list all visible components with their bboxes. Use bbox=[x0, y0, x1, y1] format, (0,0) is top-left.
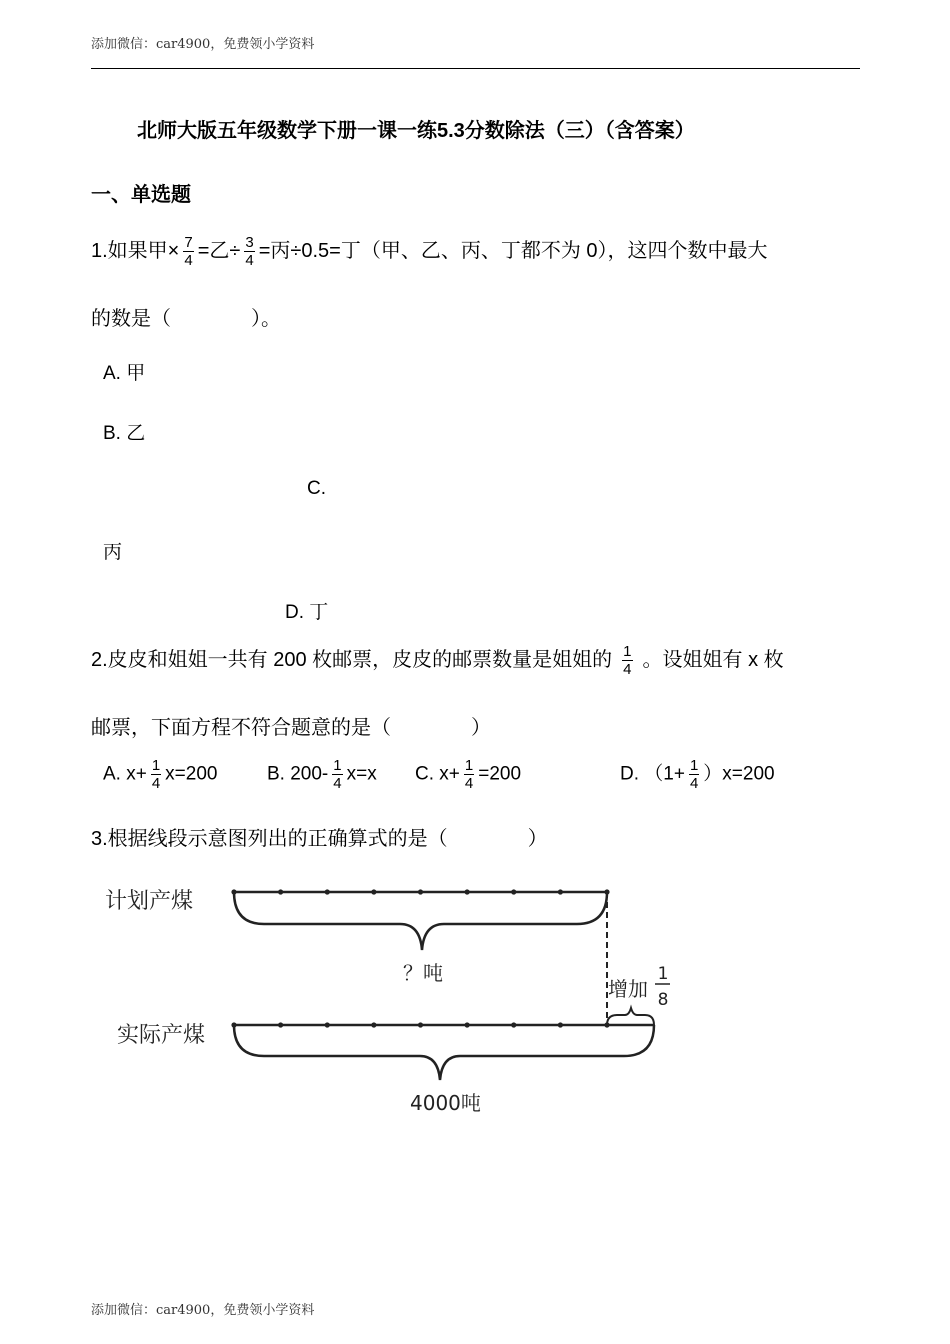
q2-option-d[interactable]: D. （1+ $\frac{1}{4}$ ）x=200 bbox=[620, 757, 775, 792]
diagram-total-label: 4000吨 bbox=[410, 1091, 481, 1115]
diagram-plan-tick bbox=[325, 889, 330, 894]
q1-text-part2: =乙÷ bbox=[197, 240, 241, 262]
diagram-actual-tick bbox=[418, 1022, 423, 1027]
diagram-actual-tick bbox=[371, 1022, 376, 1027]
header-rule bbox=[91, 68, 860, 69]
diagram-plan-label: 计划产煤 bbox=[105, 889, 194, 914]
q1-option-d[interactable]: D. 丁 bbox=[285, 602, 329, 623]
q2-option-d-fraction: $\frac{1}{4}$ bbox=[689, 757, 699, 792]
diagram-increase-brace bbox=[607, 1008, 654, 1025]
q2-option-a[interactable]: A. x+ $\frac{1}{4}$ x=200 bbox=[103, 757, 218, 792]
q1-option-c-text[interactable]: 丙 bbox=[103, 542, 123, 563]
page-title: 北师大版五年级数学下册一课一练5.3分数除法（三）（含答案） bbox=[137, 120, 695, 142]
q1-line1 bbox=[91, 234, 768, 269]
diagram-actual-tick bbox=[465, 1022, 470, 1027]
diagram-actual-tick bbox=[325, 1022, 330, 1027]
section-heading: 一、单选题 bbox=[91, 184, 191, 206]
q2-text-part2: 。设姐姐有 x 枚 bbox=[642, 649, 784, 671]
diagram-actual-tick bbox=[511, 1022, 516, 1027]
diagram-actual-tick bbox=[278, 1022, 283, 1027]
q2-option-b-fraction: $\frac{1}{4}$ bbox=[333, 757, 342, 792]
q1-line2: 的数是（ ）。 bbox=[91, 308, 281, 330]
diagram-plan-brace bbox=[234, 892, 607, 950]
diagram-plan-tick bbox=[558, 889, 563, 894]
diagram-actual-tick bbox=[558, 1022, 563, 1027]
q1-text-part3: =丙÷0.5=丁（甲、乙、丙、丁都不为 0），这四个数中最大 bbox=[258, 240, 768, 262]
q2-line1 bbox=[91, 643, 784, 678]
q3-text: 3.根据线段示意图列出的正确算式的是（ ） bbox=[91, 828, 548, 850]
diagram-increase-den: 8 bbox=[657, 990, 669, 1010]
q2-option-b[interactable]: B. 200- $\frac{1}{4}$ x=x bbox=[267, 757, 377, 792]
footer-note: 添加微信：car4900，免费领小学资料 bbox=[91, 1303, 315, 1318]
diagram-actual-brace bbox=[234, 1025, 654, 1080]
line-segment-diagram bbox=[100, 872, 670, 1122]
q2-text-part1: 2.皮皮和姐姐一共有 200 枚邮票，皮皮的邮票数量是姐姐的 bbox=[91, 649, 613, 671]
diagram-plan-tick bbox=[511, 889, 516, 894]
q1-option-b[interactable]: B. 乙 bbox=[103, 423, 146, 444]
diagram-plan-tick bbox=[278, 889, 283, 894]
q2-option-c[interactable]: C. x+ $\frac{1}{4}$ =200 bbox=[415, 757, 522, 792]
diagram-plan-tick bbox=[371, 889, 376, 894]
header-note: 添加微信：car4900，免费领小学资料 bbox=[91, 37, 315, 52]
q1-fraction-1: $\frac{7}{4}$ bbox=[184, 234, 193, 270]
diagram-plan-tick bbox=[465, 889, 470, 894]
q1-option-a[interactable]: A. 甲 bbox=[103, 363, 146, 384]
q1-option-c-label[interactable]: C. bbox=[307, 478, 326, 499]
q2-option-c-fraction: $\frac{1}{4}$ bbox=[464, 757, 474, 792]
diagram-increase-num: 1 bbox=[657, 964, 669, 984]
diagram-actual-label: 实际产煤 bbox=[117, 1023, 206, 1048]
q2-option-a-fraction: $\frac{1}{4}$ bbox=[151, 757, 161, 792]
q1-fraction-2: $\frac{3}{4}$ bbox=[245, 234, 254, 270]
diagram-increase-label: 增加 bbox=[608, 977, 648, 1001]
q1-text-part1: 1.如果甲× bbox=[91, 240, 180, 262]
q2-line2: 邮票，下面方程不符合题意的是（ ） bbox=[91, 717, 491, 739]
diagram-plan-tick bbox=[418, 889, 423, 894]
q2-fraction: $\frac{1}{4}$ bbox=[623, 643, 632, 679]
diagram-unknown-label: ？吨 bbox=[403, 961, 443, 985]
